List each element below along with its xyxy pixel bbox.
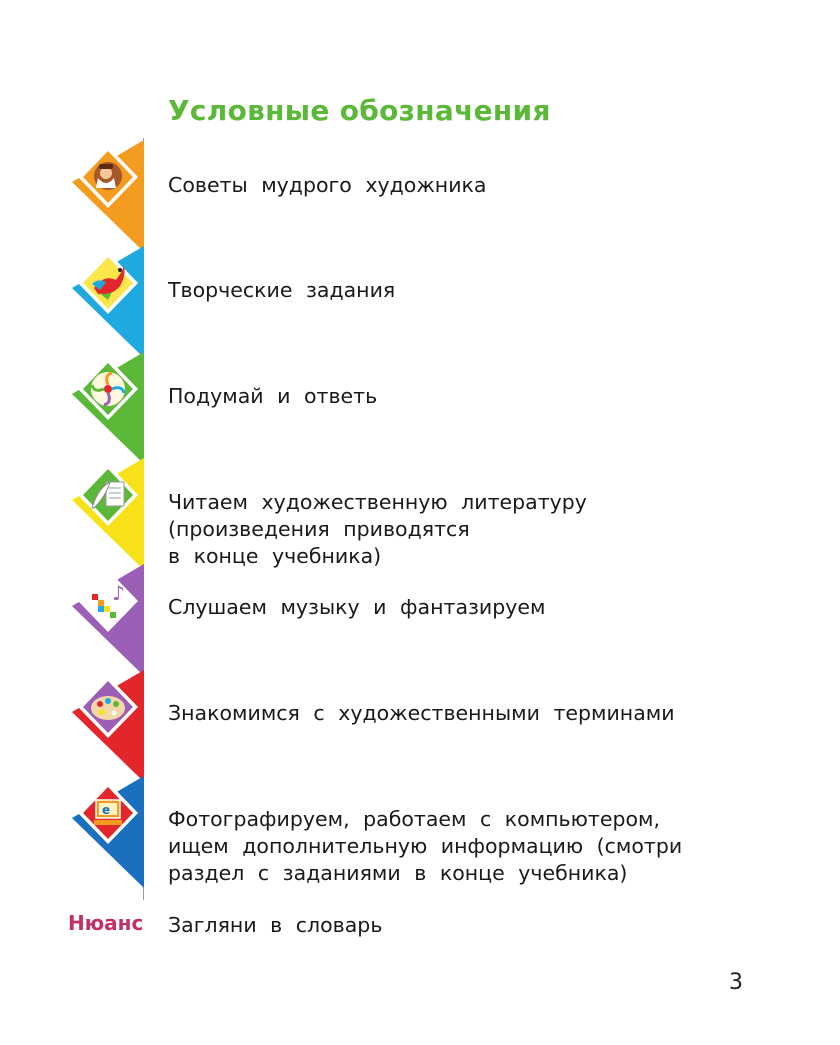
- computer-icon: [72, 776, 144, 888]
- legend-item-label: Советы мудрого художника: [168, 173, 487, 197]
- legend-item-label-multiline: [168, 489, 587, 570]
- dictionary-label: Загляни в словарь: [168, 913, 383, 937]
- legend-text-line: (произведения приводятся: [168, 517, 470, 541]
- legend-item-label: Слушаем музыку и фантазируем: [168, 595, 546, 619]
- svg-text:e: e: [102, 803, 111, 817]
- legend-item-label: Подумай и ответь: [168, 384, 378, 408]
- legend-text-line: в конце учебника): [168, 544, 382, 568]
- legend-item-label: Творческие задания: [168, 278, 396, 302]
- wise-artist-icon: [72, 140, 144, 252]
- legend-text-line: раздел с заданиями в конце учебника): [168, 861, 628, 885]
- palette-icon: [72, 670, 144, 782]
- music-note-icon: [72, 564, 144, 676]
- legend-item-label: Знакомимся с художественными терминами: [168, 701, 675, 725]
- legend-text-line: Читаем художественную литературу: [168, 490, 587, 514]
- legend-item-label-multiline: [168, 806, 682, 887]
- book-quill-icon: [72, 458, 144, 570]
- dictionary-marker: Нюанс: [68, 911, 144, 935]
- svg-text:♪: ♪: [112, 581, 125, 605]
- page-number: 3: [729, 970, 743, 995]
- page-title: Условные обозначения: [168, 94, 551, 127]
- swirl-ornament-icon: [72, 352, 144, 464]
- legend-text-line: ищем дополнительную информацию (смотри: [168, 834, 683, 858]
- firebird-icon: [72, 246, 144, 358]
- legend-text-line: Фотографируем, работаем с компьютером,: [168, 807, 660, 831]
